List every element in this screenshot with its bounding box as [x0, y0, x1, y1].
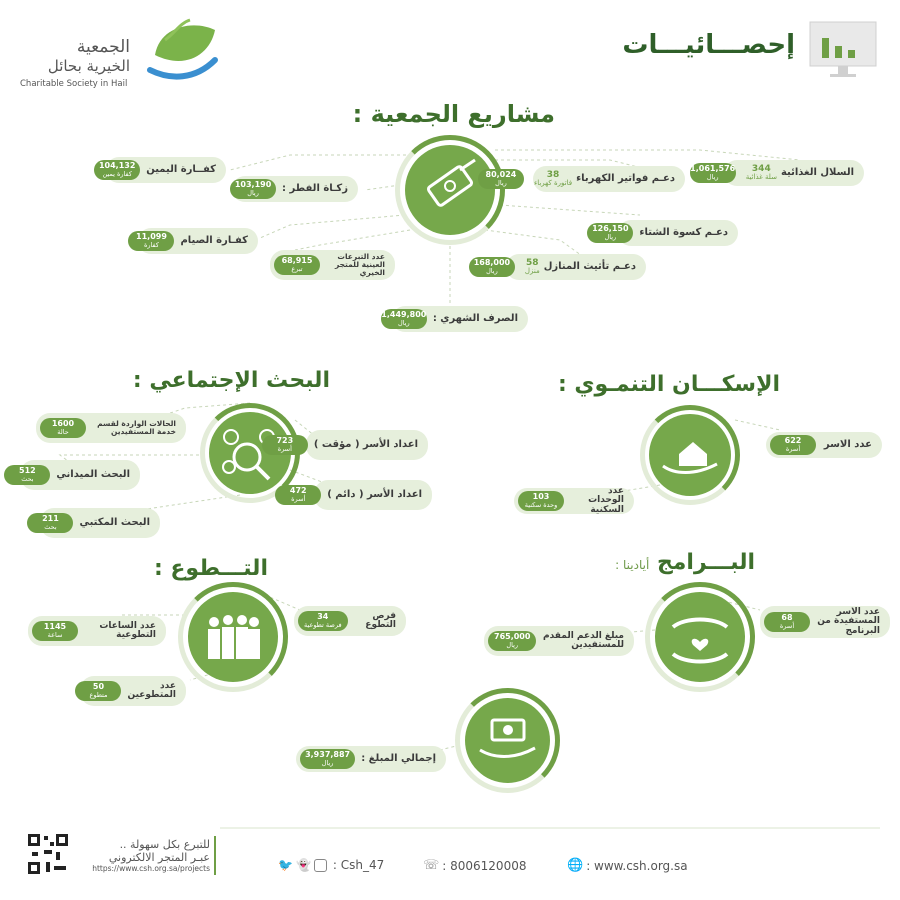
cash-hand-icon — [465, 698, 550, 783]
housing-title: الإسكـــان التنمـوي : — [557, 372, 780, 397]
stat-programs-amount — [484, 626, 634, 656]
stat-label: دعـم فواتير الكهرباء — [576, 172, 675, 184]
stat-housing-families — [766, 432, 882, 458]
stat-value: 103 وحدة سكنية — [518, 491, 564, 511]
stat-label: السلال الغذائية — [780, 166, 854, 178]
society-logo — [20, 15, 200, 90]
money-hand-icon — [405, 145, 495, 235]
stat-electricity — [485, 166, 685, 192]
stat-label: كفــارة اليمين — [146, 163, 216, 175]
stat-label: زكـاة الفطر : — [282, 182, 348, 194]
stat-furnishing — [473, 254, 646, 280]
stat-value: 34 فرصة تطوعية — [298, 611, 348, 631]
stat-label: عدد التبرعات العينية للمتجر الخيري — [334, 252, 385, 277]
stat-label: البحث الميداني — [56, 468, 130, 480]
stat-monthly — [381, 306, 528, 332]
stat-label: كفـارة الصيام — [180, 234, 248, 246]
stat-value: 512 بحث — [4, 465, 50, 485]
stat-food-baskets — [690, 160, 864, 186]
stat-value: 1,061,576 ريال — [690, 163, 736, 183]
stat-label: اعداد الأسر ( دائم ) — [327, 488, 422, 500]
social-title: البحث الإجتماعي : — [132, 368, 330, 393]
website-url[interactable]: : www.csh.org.sa — [586, 858, 688, 873]
stat-label: عدد المتطوعين — [127, 680, 176, 700]
stat-perm — [289, 480, 432, 510]
stat-kaffara-yamin — [98, 157, 226, 183]
snapchat-icon[interactable]: 👻 — [295, 858, 311, 872]
house-hand-icon — [649, 414, 731, 496]
stat-hours — [28, 616, 166, 646]
stat-value: 50 متطوع — [75, 681, 121, 701]
projects-title: مشاريع الجمعية : — [352, 100, 555, 128]
stat-label: اعداد الأسر ( مؤقت ) — [313, 438, 418, 450]
website-block — [567, 858, 688, 873]
stat-value: 68 أسرة — [764, 612, 810, 632]
stat-zakat-fitr — [232, 176, 358, 202]
stat-value: 1600 حالة — [40, 418, 86, 438]
stat-value: 126,150 ريال — [587, 223, 633, 243]
stat-value: 80,024 ريال — [478, 169, 524, 189]
logo-name-ar-2: الخيرية بحائل — [47, 57, 130, 75]
stat-value: 103,190 ريال — [230, 179, 276, 199]
stat-label: فرص التطوع — [365, 610, 396, 630]
stats-monitor-icon — [808, 20, 878, 75]
heart-hands-icon — [655, 592, 745, 682]
volunteer-title: التـــطوع : — [153, 556, 268, 581]
volunteers-icon — [188, 592, 278, 682]
stat-value: 723 أسرة — [262, 435, 308, 455]
stat-label: الحالات الواردة لقسم خدمة المستفيدين — [97, 419, 176, 436]
stat-programs-families — [760, 606, 890, 638]
stat-count: 58 منزل — [524, 257, 540, 276]
globe-icon: 🌐 — [567, 858, 584, 873]
programs-subtitle: أيادينا : — [615, 558, 650, 572]
stat-value: 765,000 ريال — [488, 631, 536, 651]
stat-label: عدد الساعات التطوعية — [99, 620, 156, 640]
stat-office — [40, 508, 160, 538]
stat-value: 472 أسرة — [275, 485, 321, 505]
stat-value: 1,449,800 ريال — [381, 309, 427, 329]
stat-housing-units — [514, 485, 634, 515]
stat-value: 211 بحث — [27, 513, 73, 533]
stat-label: إجمالي المبلغ : — [361, 752, 436, 764]
phone-number[interactable]: : 8006120008 — [442, 858, 527, 873]
stat-value: 11,099 كفارة — [128, 231, 174, 251]
stat-temp — [276, 430, 428, 460]
page-title: إحصـــائيـــات — [622, 30, 795, 60]
phone-block — [423, 858, 526, 873]
social-block — [278, 858, 384, 872]
donate-block — [80, 838, 210, 873]
stat-label: الصرف الشهري : — [432, 312, 518, 324]
stat-field — [20, 460, 140, 490]
stat-volunteers — [80, 676, 186, 706]
stat-cases — [36, 413, 186, 443]
stat-label: دعـم تأثيث المنازل — [543, 260, 636, 272]
logo-name-ar-1: الجمعية — [76, 37, 130, 57]
stat-in-kind — [270, 250, 395, 280]
twitter-icon[interactable]: 🐦 — [278, 858, 293, 872]
stat-kaffara-siyam — [138, 228, 258, 254]
logo-name-en: Charitable Society in Hail — [20, 79, 128, 89]
stat-label: عدد الاسر المستفيدة من البرنامج — [817, 606, 880, 636]
stat-value: 622 أسرة — [770, 435, 816, 455]
stat-value: 3,937,887 ريال — [300, 749, 355, 769]
qr-code[interactable] — [26, 832, 70, 876]
leaf-hand-logo-icon — [145, 15, 220, 85]
programs-title-text: البـــرامج — [656, 550, 755, 575]
stat-total — [296, 746, 446, 772]
donate-url[interactable]: https://www.csh.org.sa/projects — [92, 864, 210, 873]
stat-value: 104,132 كفارة يمين — [94, 160, 140, 180]
stat-winter — [592, 220, 738, 246]
stat-label: دعـم كسوة الشتاء — [639, 226, 728, 238]
stat-value: 168,000 ريال — [469, 257, 515, 277]
programs-title — [615, 550, 755, 575]
stat-label: عدد الوحدات السكنية — [588, 485, 624, 515]
phone-icon: ☏ — [423, 858, 440, 873]
donate-sub: عبـر المتجر الالكتروني — [108, 851, 210, 864]
stat-value: 1145 ساعة — [32, 621, 78, 641]
stat-value: 68,915 تبرع — [274, 255, 320, 275]
donate-title: للتبرع بكل سهولة .. — [119, 838, 210, 851]
stat-label: البحث المكتبي — [79, 516, 150, 528]
instagram-icon[interactable] — [314, 859, 327, 872]
stat-count: 344 سلة غذائية — [745, 163, 777, 182]
stat-count: 38 فاتورة كهرباء — [533, 169, 573, 188]
social-handle[interactable]: : Csh_47 — [332, 858, 385, 872]
stat-label: مبلغ الدعم المقدم للمستفيدين — [543, 630, 624, 650]
stat-label: عدد الاسر — [823, 438, 872, 450]
stat-opportunities — [294, 606, 406, 636]
